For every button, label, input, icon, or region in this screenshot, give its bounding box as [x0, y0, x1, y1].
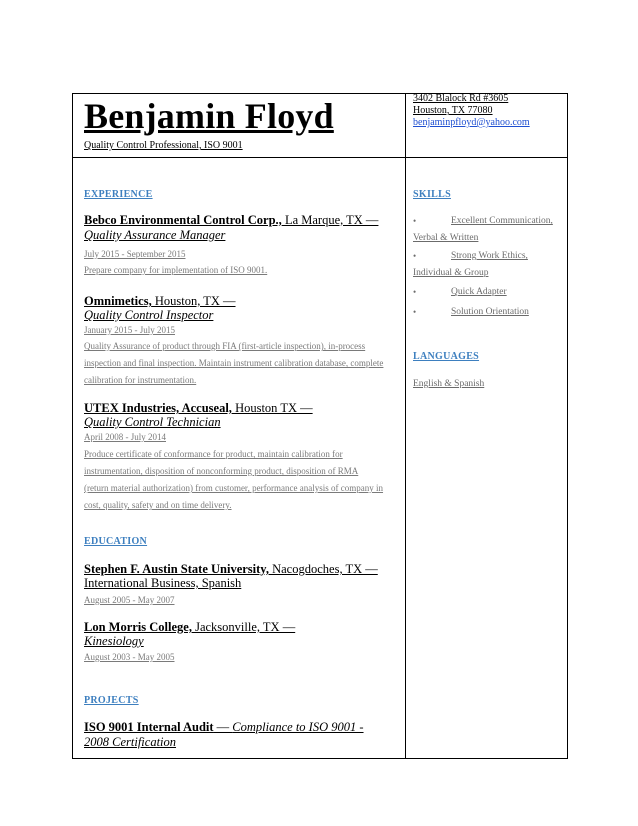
school-2-dates: August 2003 - May 2005 [84, 652, 175, 662]
languages-heading: LANGUAGES [413, 351, 480, 362]
languages-value: English & Spanish [413, 379, 485, 389]
job-1-dates: July 2015 - September 2015 [84, 249, 186, 259]
job-2-role: Quality Control Inspector [84, 308, 214, 322]
job-3-role: Quality Control Technician [84, 415, 221, 429]
address-line-1: 3402 Blalock Rd #3605 [413, 93, 509, 104]
skill-3: Quick Adapter [451, 287, 507, 297]
skills-heading: SKILLS [413, 189, 451, 200]
school-2-field: Kinesiology [84, 634, 144, 648]
skill-2: Strong Work Ethics, Individual & Group [413, 251, 528, 278]
address-line-2: Houston, TX 77080 [413, 105, 493, 116]
skill-2-bullet: • [413, 251, 417, 261]
candidate-title: Quality Control Professional, ISO 9001 [84, 140, 243, 151]
email-link[interactable]: benjaminpfloyd@yahoo.com [413, 117, 530, 128]
school-2-title: Lon Morris College, Jacksonville, TX — [84, 620, 296, 634]
job-2-title: Omnimetics, Houston, TX — [84, 294, 236, 308]
candidate-name: Benjamin Floyd [84, 96, 334, 136]
column-divider [405, 93, 406, 759]
job-2-description: Quality Assurance of product through FIA (first-article inspection), in-process inspection and final inspection. Maintain instrument calibration database, complete calibration for instrumentation. [84, 341, 384, 385]
school-1-title: Stephen F. Austin State University, Nacogdoches, TX — [84, 562, 378, 576]
job-1-role: Quality Assurance Manager [84, 228, 226, 242]
job-3-title: UTEX Industries, Accuseal, Houston TX — [84, 401, 313, 415]
skill-3-bullet: • [413, 287, 417, 297]
projects-heading: PROJECTS [84, 695, 139, 706]
skill-4-bullet: • [413, 307, 417, 317]
job-1-description: Prepare company for implementation of ISO 9001. [84, 265, 268, 275]
school-1-dates: August 2005 - May 2007 [84, 595, 175, 605]
experience-heading: EXPERIENCE [84, 189, 153, 200]
row-divider [72, 157, 568, 158]
skill-1: Excellent Communication, Verbal & Written [413, 216, 553, 243]
job-2-dates: January 2015 - July 2015 [84, 325, 175, 335]
skill-1-bullet: • [413, 216, 417, 226]
job-3-dates: April 2008 - July 2014 [84, 432, 166, 442]
education-heading: EDUCATION [84, 536, 148, 547]
skill-4: Solution Orientation [451, 307, 529, 317]
job-1-title: Bebco Environmental Control Corp., La Marque, TX — [84, 213, 379, 227]
school-1-field: International Business, Spanish [84, 576, 242, 590]
project-1: ISO 9001 Internal Audit — Compliance to ISO 9001 - 2008 Certification [84, 720, 364, 749]
job-3-description: Produce certificate of conformance for product, maintain calibration for instrumentation, disposition of nonconforming product, disposition of RMA (return material authorization) from customer, performance analysis of company in cost, quality, safety and on time delivery. [84, 449, 384, 510]
